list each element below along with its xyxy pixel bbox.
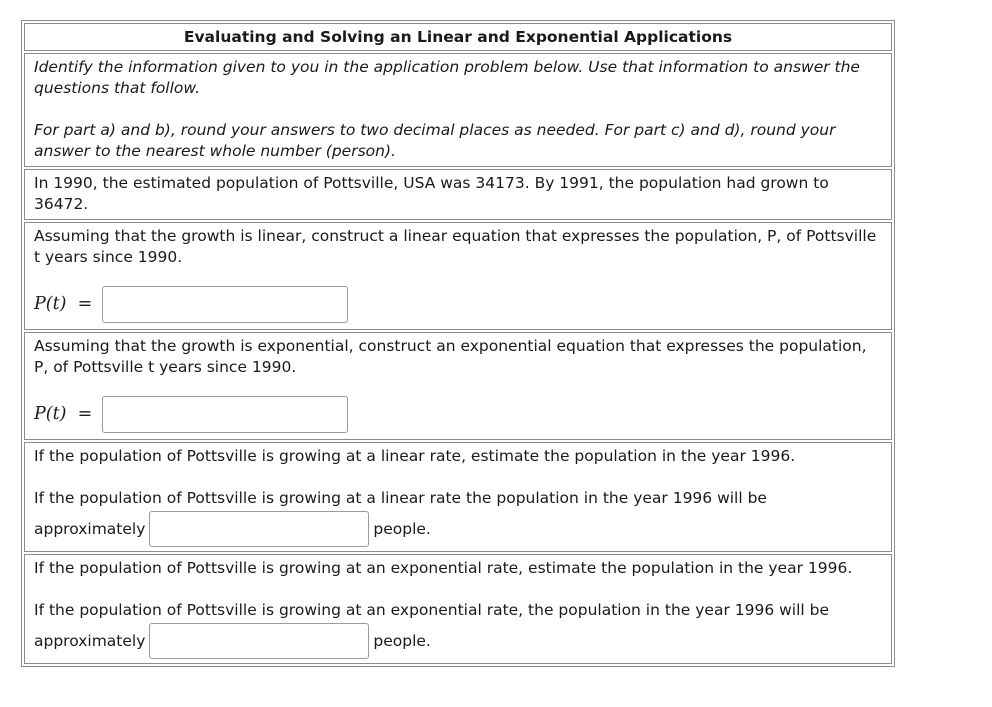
part-b-cell	[24, 332, 892, 440]
part-c-population-input[interactable]	[149, 511, 369, 547]
part-d-approx-label: approximately	[34, 631, 146, 650]
part-c-cell	[24, 442, 892, 552]
part-c-approx-label: approximately	[34, 519, 146, 538]
problem-table	[21, 20, 895, 667]
part-d-population-input[interactable]	[149, 623, 369, 659]
part-b-equals: =	[77, 404, 93, 424]
part-c-prompt: If the population of Pottsville is growing at a linear rate, estimate the population in the year 1996.	[34, 447, 796, 465]
part-b-prompt: Assuming that the growth is exponential, construct an exponential equation that expresses the population, P, of Pottsville t years since 1990.	[34, 337, 867, 376]
part-c-unit-label: people.	[373, 519, 431, 538]
part-a-math-label	[34, 294, 92, 315]
part-d-answer-row	[34, 623, 882, 659]
part-b-answer-row	[34, 396, 882, 433]
part-c-answer-row	[34, 511, 882, 547]
part-a-equation-input[interactable]	[102, 286, 348, 323]
page-title: Evaluating and Solving an Linear and Exponential Applications	[24, 23, 892, 51]
part-a-equals: =	[77, 294, 93, 314]
part-c-statement: If the population of Pottsville is growing at a linear rate the population in the year 1996 will be	[34, 489, 767, 507]
part-a-cell	[24, 222, 892, 330]
instructions-text-1: Identify the information given to you in the application problem below. Use that information to answer the questions that follow.	[34, 58, 860, 97]
part-d-statement: If the population of Pottsville is growing at an exponential rate, the population in the year 1996 will be	[34, 601, 830, 619]
part-b-math-label	[34, 404, 92, 425]
part-d-cell	[24, 554, 892, 664]
part-b-function-label: P(t)	[34, 404, 67, 424]
instructions-cell	[24, 53, 892, 167]
part-d-unit-label: people.	[373, 631, 431, 650]
part-a-prompt: Assuming that the growth is linear, construct a linear equation that expresses the population, P, of Pottsville t years since 1990.	[34, 227, 877, 266]
part-a-answer-row	[34, 286, 882, 323]
problem-statement: In 1990, the estimated population of Pottsville, USA was 34173. By 1991, the population had grown to 36472.	[34, 174, 829, 213]
problem-statement-cell	[24, 169, 892, 220]
part-b-equation-input[interactable]	[102, 396, 348, 433]
part-d-prompt: If the population of Pottsville is growing at an exponential rate, estimate the population in the year 1996.	[34, 559, 853, 577]
instructions-text-2: For part a) and b), round your answers to two decimal places as needed. For part c) and d), round your answer to the nearest whole number (person).	[34, 121, 836, 160]
part-a-function-label: P(t)	[34, 294, 67, 314]
